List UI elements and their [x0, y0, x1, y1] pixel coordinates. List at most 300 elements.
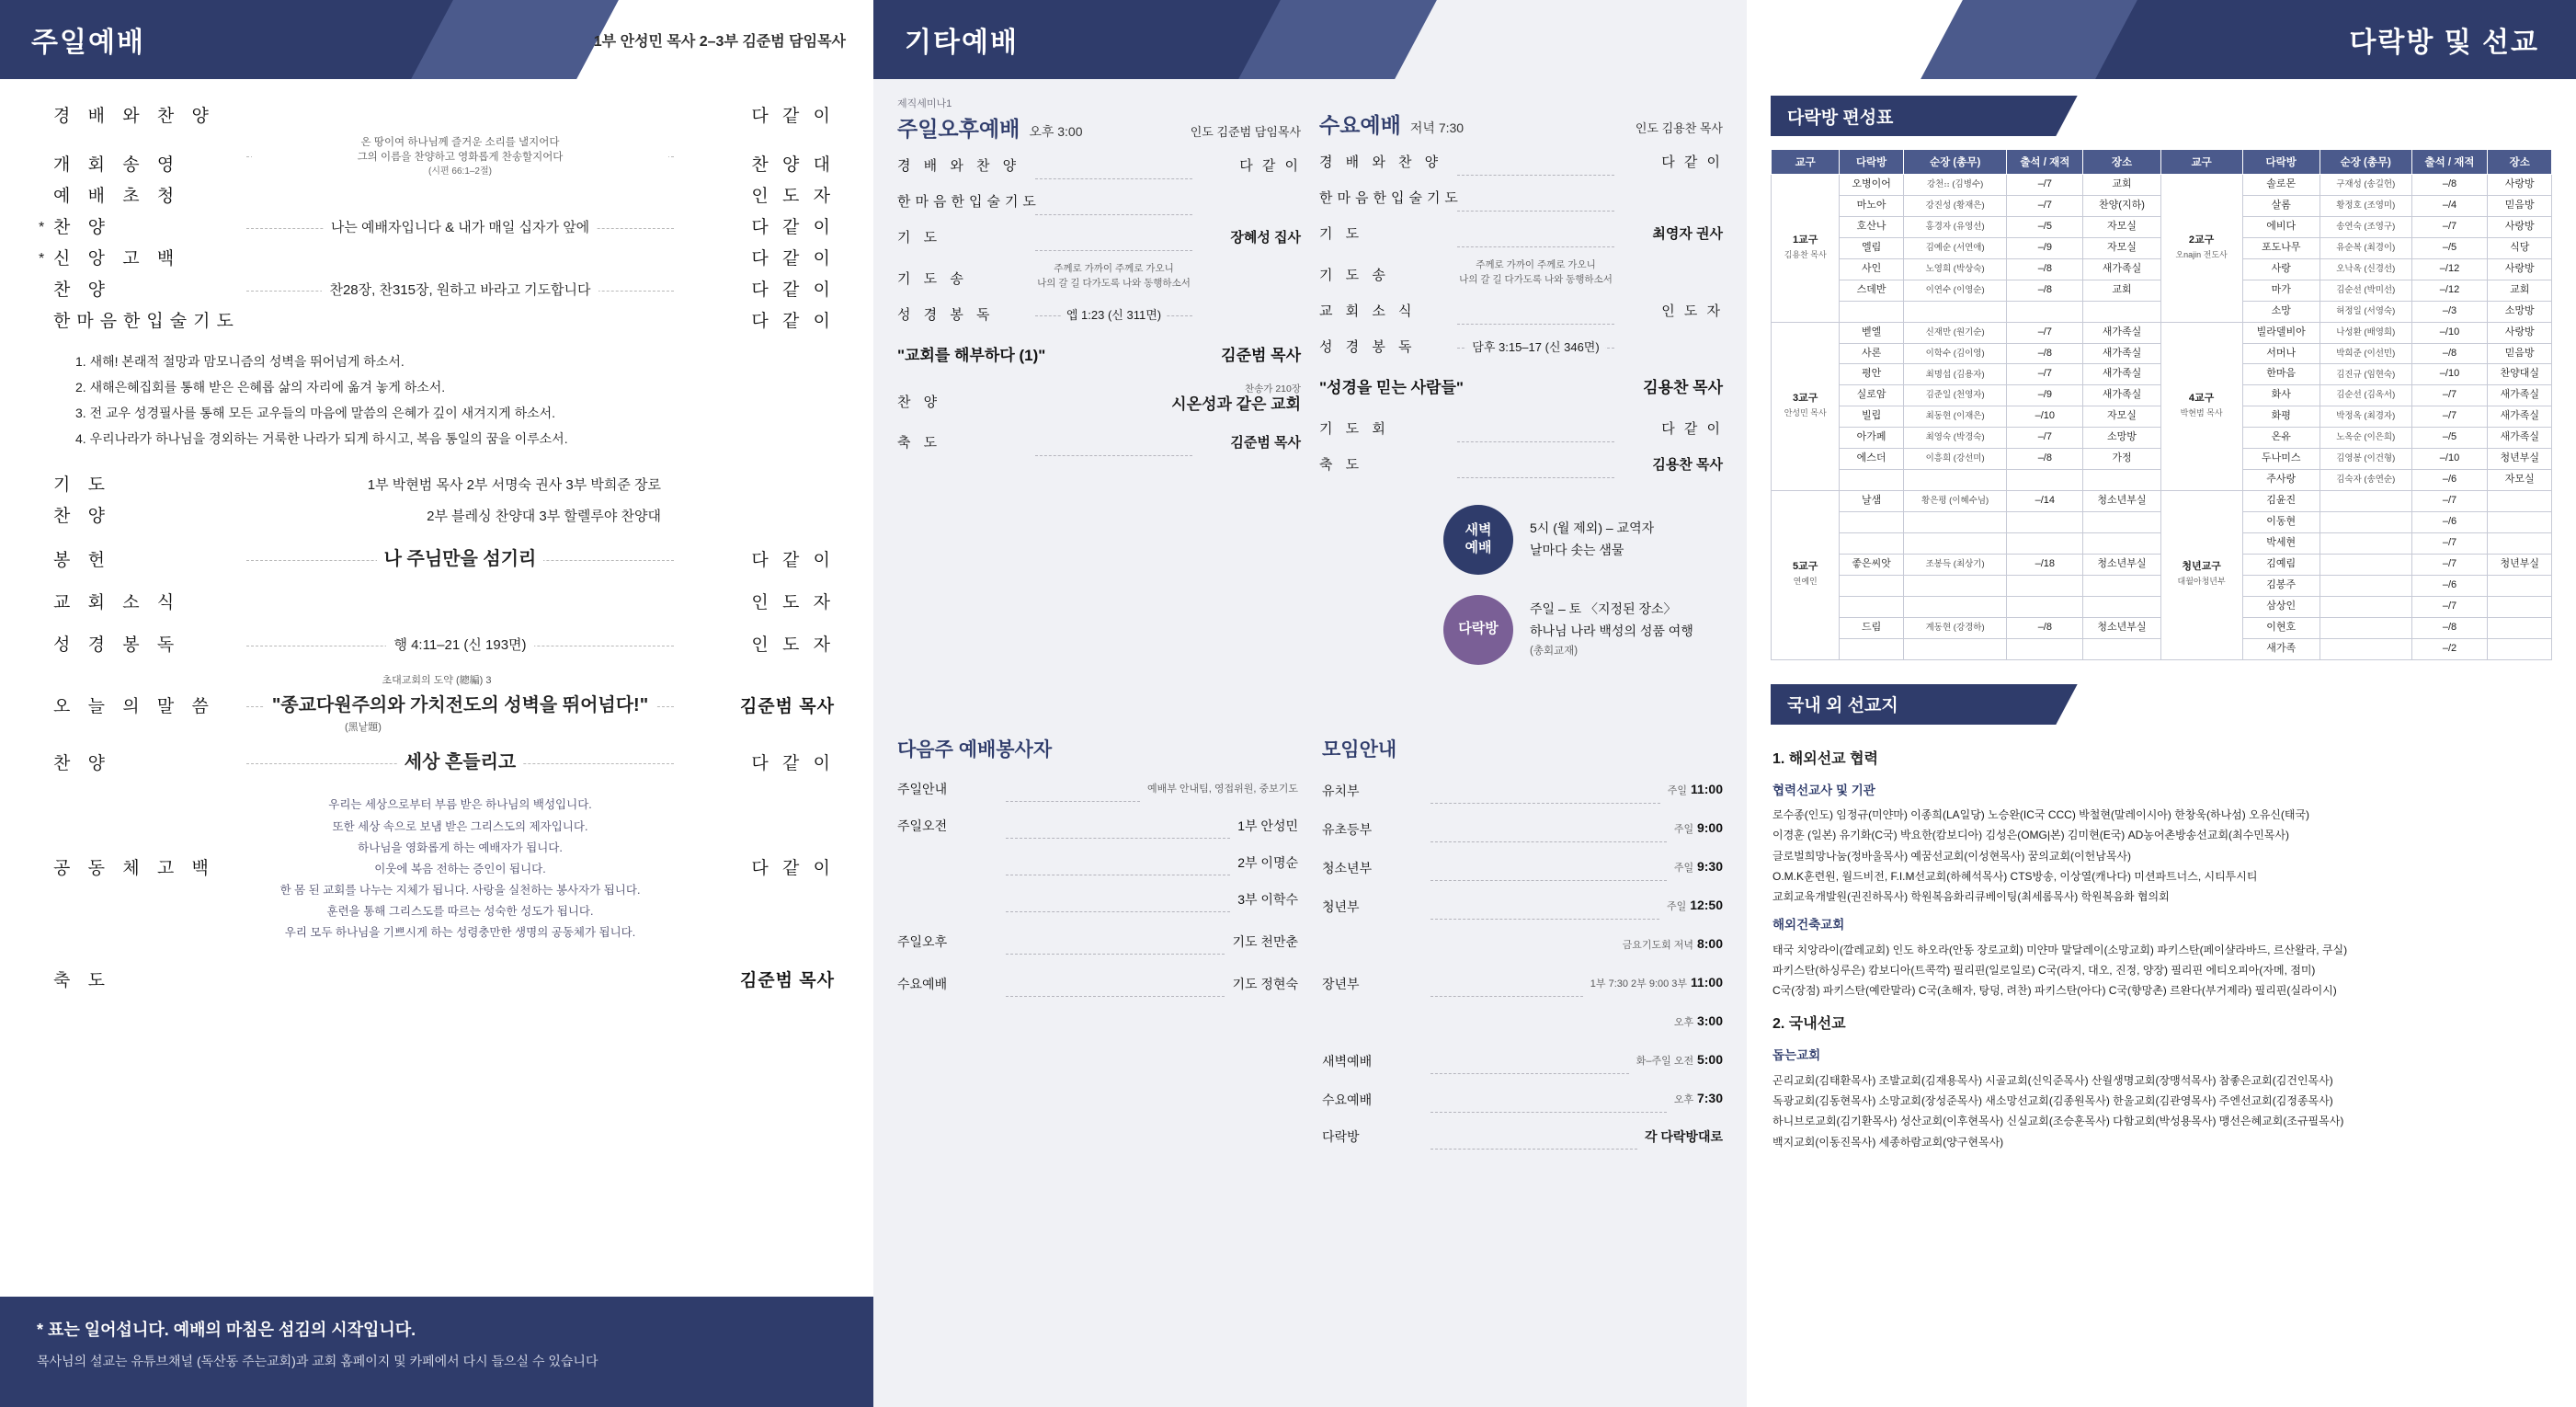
- meeting-label: 장년부: [1322, 976, 1360, 991]
- place-cell-left: [2083, 512, 2160, 533]
- leader-cell-left: [1903, 512, 2007, 533]
- room-cell-left: 평안: [1840, 364, 1903, 385]
- meeting-time: [1629, 1047, 1723, 1073]
- servant-value: 2부 이명순: [1237, 854, 1298, 870]
- leader-cell-right: 구재성 (송길헌): [2320, 175, 2411, 196]
- order-label: 한마음한입술기도: [53, 311, 240, 331]
- attend-cell-left: [2007, 512, 2083, 533]
- order-who: 다 같 이: [751, 754, 835, 774]
- room-cell-left: 아가페: [1840, 428, 1903, 449]
- servant-label: 주일안내: [897, 781, 948, 796]
- prayer-item: 3. 전 교우 성경필사를 통해 모든 교우들의 마음에 말씀의 은혜가 깊이 새겨지게 하소서.: [75, 405, 556, 420]
- mission-heading-text: 국내 외 선교지: [1787, 696, 1898, 716]
- row-who: 김용찬 목사: [1652, 456, 1723, 473]
- order-label: 신 앙 고 백: [53, 248, 181, 269]
- leader-cell-right: 황정호 (조영미): [2320, 195, 2411, 216]
- col-leader-l: 순장 (총무): [1903, 150, 2007, 175]
- mid-bottom-section: [873, 707, 1747, 1161]
- meeting-row: [1322, 1009, 1723, 1035]
- leader-cell-right: [2320, 554, 2411, 575]
- attend-cell-right: –/8: [2411, 617, 2488, 638]
- service-row: [1319, 453, 1723, 477]
- service-row: [1319, 418, 1723, 441]
- place-cell-right: 사랑방: [2488, 322, 2552, 343]
- order-who: 다 같 이: [751, 217, 835, 237]
- meeting-row: [1322, 932, 1723, 957]
- room-cell-left: [1840, 596, 1903, 617]
- leader-cell-left: 최영숙 (박경숙): [1903, 428, 2007, 449]
- row-detail: [1035, 303, 1192, 327]
- order-label: 기 도: [53, 475, 111, 495]
- mission-num: 1.: [1772, 750, 1785, 767]
- place-cell-right: 믿음방: [2488, 195, 2552, 216]
- right-banner-title: 다락방 및 선교: [2349, 28, 2539, 58]
- row-label: 경 배 와 찬 양: [897, 158, 1021, 174]
- room-cell-right: 포도나무: [2242, 237, 2320, 258]
- sermon-series: 초대교회의 도약 (總編) 3: [382, 674, 492, 686]
- upper-line-3: (총회교재): [1530, 645, 1579, 657]
- place-cell-left: 새가족실: [2083, 385, 2160, 406]
- place-cell-left: 가정: [2083, 449, 2160, 470]
- service-row: [897, 154, 1301, 178]
- row-label: 성 경 봉 독: [897, 306, 995, 323]
- attend-cell-right: –/7: [2411, 596, 2488, 617]
- leader-cell-right: [2320, 617, 2411, 638]
- room-cell-left: [1840, 470, 1903, 491]
- place-cell-right: 청년부실: [2488, 449, 2552, 470]
- col-attend-r: 출석 / 재적: [2411, 150, 2488, 175]
- confession-line: 우리는 세상으로부터 부름 받은 하나님의 백성입니다.: [328, 798, 592, 812]
- dawn-service-info: [1530, 518, 1654, 562]
- attend-cell-left: [2007, 638, 2083, 659]
- attend-cell-left: –/18: [2007, 554, 2083, 575]
- place-cell-right: 교회: [2488, 280, 2552, 301]
- room-cell-left: 오병이어: [1840, 175, 1903, 196]
- leader-cell-right: [2320, 512, 2411, 533]
- room-cell-right: 화평: [2242, 406, 2320, 428]
- mission-section-2: [1772, 1012, 2550, 1037]
- confession-line: 훈련을 통해 그리스도를 따르는 성숙한 성도가 됩니다.: [326, 905, 594, 919]
- footer-line-2: 목사님의 설교는 유튜브채널 (독산동 주는교회)과 교회 홈페이지 및 카페에서 다시 들으실 수 있습니다: [37, 1354, 598, 1368]
- service-title: 수요예배: [1319, 113, 1401, 137]
- order-detail: [246, 632, 674, 659]
- left-banner-subtitle: 1부 안성민 목사 2–3부 김준범 담임목사: [593, 33, 846, 50]
- servants-heading: 다음주 예배봉사자: [897, 738, 1053, 761]
- order-row: [39, 103, 835, 131]
- dawn-line-2: 날마다 솟는 샘물: [1530, 542, 1624, 557]
- room-cell-right: 한마음: [2242, 364, 2320, 385]
- service-row: [897, 431, 1301, 455]
- left-footer-note: [0, 1297, 873, 1407]
- order-label: 공 동 체 고 백: [53, 859, 215, 879]
- order-row: [39, 749, 835, 778]
- hymn-title: 시온성과 같은 교회: [1171, 395, 1301, 414]
- leader-cell-left: 최명섭 (김용자): [1903, 364, 2007, 385]
- attend-cell-left: –/8: [2007, 449, 2083, 470]
- room-cell-left: 스데반: [1840, 280, 1903, 301]
- sermon-title: "성경을 믿는 사람들": [1319, 378, 1464, 396]
- attend-cell-left: –/7: [2007, 428, 2083, 449]
- place-cell-left: 교회: [2083, 175, 2160, 196]
- district-cell-left: 1교구 김용찬 목사: [1772, 175, 1840, 323]
- prayer-item: 2. 새해은혜집회를 통해 받은 은혜롭 삶의 자리에 옮겨 놓게 하소서.: [75, 379, 446, 395]
- service-row: [1319, 300, 1723, 324]
- place-cell-right: 새가족실: [2488, 406, 2552, 428]
- upper-room-table-body: [1772, 175, 2552, 660]
- leader-cell-right: [2320, 596, 2411, 617]
- leader-cell-right: 송연숙 (조영구): [2320, 216, 2411, 237]
- order-who: 찬 양 대: [751, 154, 835, 175]
- room-cell-right: 두나미스: [2242, 449, 2320, 470]
- meeting-label: 청소년부: [1322, 860, 1373, 875]
- right-banner: [1747, 0, 2576, 79]
- place-cell-right: [2488, 532, 2552, 554]
- meeting-label: 유초등부: [1322, 821, 1373, 837]
- leader-cell-left: 김준일 (천영자): [1903, 385, 2007, 406]
- meeting-clock: 7:30: [1696, 1090, 1723, 1105]
- sermon-row: [1319, 374, 1723, 397]
- leader-cell-right: 유순복 (최경이): [2320, 237, 2411, 258]
- mission-title: 해외선교 협력: [1788, 750, 1878, 767]
- room-cell-left: [1840, 575, 1903, 596]
- district-cell-right: 청년교구 대월아청년부: [2160, 491, 2242, 660]
- place-cell-right: 자모실: [2488, 470, 2552, 491]
- room-cell-right: 박세현: [2242, 532, 2320, 554]
- table-row: [1772, 491, 2552, 512]
- preacher-name: 김용찬 목사: [1643, 378, 1723, 396]
- leader-cell-left: 황은평 (이혜수님): [1903, 491, 2007, 512]
- district-cell-right: 4교구 박현범 목사: [2160, 322, 2242, 491]
- prayer-item: 1. 새해! 본래적 절망과 맘모니즘의 성벽을 뛰어넘게 하소서.: [75, 353, 405, 369]
- leader-cell-right: 허정일 (서영숙): [2320, 301, 2411, 322]
- row-label: 기 도 송: [897, 270, 968, 287]
- meeting-label: 수요예배: [1322, 1092, 1373, 1107]
- row-who: 인 도 자: [1661, 303, 1723, 319]
- service-row: [1319, 223, 1723, 246]
- leader-cell-left: [1903, 596, 2007, 617]
- order-detail-text: 세상 흔들리고: [397, 752, 523, 772]
- preacher-name: 김준범 목사: [739, 697, 835, 717]
- right-column: [1747, 0, 2576, 1407]
- mission-num: 2.: [1772, 1016, 1785, 1033]
- room-cell-left: 에스더: [1840, 449, 1903, 470]
- meeting-time: [1667, 1086, 1723, 1112]
- room-cell-left: [1840, 301, 1903, 322]
- attend-cell-right: –/7: [2411, 532, 2488, 554]
- mission-line: 이경훈 (일본) 유기화(C국) 박요한(캄보디아) 김성은(OMG|본) 김미현(E국) AD농어촌방송선교회(최수민목사): [1772, 829, 2289, 842]
- place-cell-left: [2083, 638, 2160, 659]
- meeting-row: [1322, 970, 1723, 996]
- leader-cell-left: [1903, 301, 2007, 322]
- row-label: 축 도: [1319, 456, 1364, 473]
- place-cell-left: 새가족실: [2083, 258, 2160, 280]
- place-cell-left: [2083, 532, 2160, 554]
- sermon-row: [897, 342, 1301, 365]
- order-detail: [246, 277, 674, 304]
- room-cell-left: 엘림: [1840, 237, 1903, 258]
- meeting-pre: 주일: [1673, 862, 1694, 874]
- left-banner-title: 주일예배: [31, 28, 145, 58]
- servant-row: [897, 887, 1298, 911]
- attend-cell-right: –/10: [2411, 449, 2488, 470]
- leader-cell-left: 신재만 (원기순): [1903, 322, 2007, 343]
- attend-cell-right: –/6: [2411, 470, 2488, 491]
- dawn-service-badge-row: [1443, 505, 1747, 575]
- mission-line: 하니브로교회(김기환목사) 성산교회(이후현목사) 신실교회(조승훈목사) 다함교회(박성용목사) 맹선은혜교회(조규필목사): [1772, 1115, 2344, 1128]
- row-label: 기 도 회: [1319, 420, 1390, 437]
- attend-cell-left: –/9: [2007, 237, 2083, 258]
- district-cell-left: 5교구 연예인: [1772, 491, 1840, 660]
- row-who: 최영자 권사: [1652, 226, 1723, 242]
- order-detail-text: 나 주님만을 섬기리: [377, 549, 544, 569]
- meeting-label: 새벽예배: [1322, 1053, 1373, 1069]
- place-cell-left: [2083, 596, 2160, 617]
- room-cell-right: 주사랑: [2242, 470, 2320, 491]
- room-cell-left: 벧엘: [1840, 322, 1903, 343]
- row-label: 찬 양: [897, 395, 942, 411]
- meeting-clock: 11:00: [1690, 974, 1723, 989]
- attend-cell-left: –/8: [2007, 258, 2083, 280]
- mission-line: O.M.K훈련원, 월드비전, F.I.M선교회(하혜석목사) CTS방송, 이상열(캐나다) 미션파트너스, 시티투시티: [1772, 869, 2258, 883]
- mission-line: 백지교회(이동진목사) 세종하람교회(양구현목사): [1772, 1135, 2004, 1149]
- leader-cell-right: 김순선 (김옥서): [2320, 385, 2411, 406]
- service-leader: 인도 김용찬 목사: [1635, 121, 1723, 135]
- order-who: 다 같 이: [751, 107, 835, 126]
- meeting-time: [1659, 893, 1723, 919]
- order-who: 인 도 자: [751, 592, 835, 612]
- meeting-row: [1322, 1086, 1723, 1112]
- mission-line: C국(장점) 파키스탄(예란말라) C국(초해자, 탕덩, 려찬) 파키스탄(아다) C국(향망촌) 르완다(부거제라) 필리핀(실라이시): [1772, 984, 2337, 998]
- place-cell-left: 찬양(지하): [2083, 195, 2160, 216]
- place-cell-left: 청소년부실: [2083, 491, 2160, 512]
- room-cell-left: 드림: [1840, 617, 1903, 638]
- room-cell-right: 살롬: [2242, 195, 2320, 216]
- meeting-pre: 주일: [1667, 784, 1688, 796]
- attend-cell-left: –/8: [2007, 343, 2083, 364]
- row-label: 기 도 송: [1319, 267, 1390, 283]
- place-cell-right: [2488, 596, 2552, 617]
- servant-value: 1부 안성민: [1237, 818, 1298, 833]
- meeting-row: [1322, 1047, 1723, 1073]
- upper-room-table-wrap: [1747, 136, 2576, 660]
- mission-line: 교회교육개발원(권진하목사) 학원복음화리큐베이팅(최세롬목사) 학원복음화 협의회: [1772, 889, 2170, 903]
- order-detail: 온 땅이여 하나님께 즐거운 소리를 낼지어다 그의 이름을 찬양하고 영화롭게 찬송할지어다 (시편 66:1–2절): [246, 134, 674, 179]
- leader-cell-right: 김순선 (박미선): [2320, 280, 2411, 301]
- room-cell-left: [1840, 638, 1903, 659]
- place-cell-left: 자모실: [2083, 216, 2160, 237]
- attend-cell-right: –/8: [2411, 175, 2488, 196]
- confession-line: 우리 모두 하나님을 기쁘시게 하는 성령충만한 생명의 공동체가 됩니다.: [284, 926, 636, 940]
- meeting-row: [1322, 854, 1723, 880]
- meeting-clock: 9:30: [1696, 858, 1723, 874]
- sermon-title-wrap: [246, 692, 674, 721]
- leader-cell-left: 이흥희 (강선미): [1903, 449, 2007, 470]
- mission-line: 파키스탄(하싱루은) 캄보디아(트콕깍) 필리핀(일로일로) C국(라지, 대오, 진정, 양장) 필리핀 에티오피아(자메, 점미): [1772, 963, 2316, 977]
- room-cell-right: 김윤진: [2242, 491, 2320, 512]
- room-cell-right: 에비다: [2242, 216, 2320, 237]
- attend-cell-right: –/2: [2411, 638, 2488, 659]
- order-label: 찬 양: [53, 217, 111, 237]
- place-cell-left: [2083, 301, 2160, 322]
- leader-cell-left: 이연수 (이영순): [1903, 280, 2007, 301]
- meeting-clock: 9:00: [1696, 819, 1723, 835]
- leader-cell-left: 김예순 (서연애): [1903, 237, 2007, 258]
- order-row: [39, 134, 835, 179]
- attend-cell-left: –/7: [2007, 322, 2083, 343]
- confession-line: 하나님을 영화롭게 하는 예배자가 됩니다.: [358, 841, 563, 854]
- leader-cell-left: 계동현 (강경하): [1903, 617, 2007, 638]
- meeting-time: [1667, 816, 1723, 841]
- servant-row: [897, 851, 1298, 875]
- meeting-row: [1322, 893, 1723, 919]
- district-cell-right: 2교구 오najin 전도사: [2160, 175, 2242, 323]
- col-attend-l: 출석 / 재적: [2007, 150, 2083, 175]
- order-row: [39, 545, 835, 575]
- mission-lines: [1772, 1070, 2550, 1152]
- attend-cell-right: –/12: [2411, 280, 2488, 301]
- room-cell-right: 이동현: [2242, 512, 2320, 533]
- row-label: 기 도: [1319, 226, 1364, 242]
- scripture-reference: 담후 3:15–17 (신 346면): [1466, 340, 1604, 354]
- meeting-row: [1322, 777, 1723, 803]
- room-cell-right: 새가족: [2242, 638, 2320, 659]
- order-of-worship: [0, 79, 873, 995]
- order-detail: [246, 545, 674, 575]
- order-assign-text: 2부 블레싱 찬양대 3부 할렐루야 찬양대: [419, 509, 668, 524]
- row-detail: 주께로 가까이 주께로 가오니 나의 갈 길 다가도록 나와 동행하소서: [1459, 259, 1613, 285]
- service-time: 오후 3:00: [1029, 124, 1083, 139]
- attend-cell-right: –/7: [2411, 385, 2488, 406]
- place-cell-left: 소망방: [2083, 428, 2160, 449]
- service-title-row: [897, 112, 1301, 143]
- next-week-servants: [897, 735, 1298, 1161]
- leader-cell-left: 조봉득 (최상기): [1903, 554, 2007, 575]
- other-services: [873, 79, 1747, 477]
- leader-cell-right: 나성환 (배영희): [2320, 322, 2411, 343]
- mission-sub-title: 돕는교회: [1772, 1048, 1821, 1063]
- place-cell-right: 사랑방: [2488, 258, 2552, 280]
- order-who: 다 같 이: [751, 550, 835, 570]
- attend-cell-right: –/12: [2411, 258, 2488, 280]
- scripture-reference: 행 4:11–21 (신 193면): [386, 637, 533, 653]
- room-cell-right: 김예림: [2242, 554, 2320, 575]
- service-row: [897, 190, 1301, 214]
- room-cell-left: [1840, 512, 1903, 533]
- meeting-time: [1667, 854, 1723, 880]
- attend-cell-right: –/3: [2411, 301, 2488, 322]
- order-row: [39, 632, 835, 659]
- mission-lines: [1772, 805, 2550, 907]
- order-assign: [246, 472, 674, 499]
- col-leader-r: 순장 (총무): [2320, 150, 2411, 175]
- attend-cell-left: –/8: [2007, 280, 2083, 301]
- servant-row: [897, 777, 1298, 801]
- upper-room-badge: 다락방: [1443, 595, 1513, 665]
- place-cell-right: 소망방: [2488, 301, 2552, 322]
- place-cell-left: 교회: [2083, 280, 2160, 301]
- meeting-pre: 1부 7:30 2부 9:00 3부: [1590, 978, 1688, 989]
- leader-cell-right: 김숙자 (송연순): [2320, 470, 2411, 491]
- mission-sub-title: 협력선교사 및 기관: [1772, 783, 1875, 797]
- meeting-label: 유치부: [1322, 783, 1360, 798]
- leader-cell-left: [1903, 575, 2007, 596]
- attend-cell-left: –/5: [2007, 216, 2083, 237]
- meeting-clock: 3:00: [1696, 1012, 1723, 1028]
- meeting-clock: 각 다락방대로: [1644, 1128, 1723, 1144]
- attend-cell-left: –/9: [2007, 385, 2083, 406]
- row-who: 다 같 이: [1661, 420, 1723, 437]
- row-who: 김준범 목사: [1230, 435, 1301, 452]
- leader-cell-left: 노영희 (박상숙): [1903, 258, 2007, 280]
- attend-cell-left: –/8: [2007, 617, 2083, 638]
- mission-content: [1747, 725, 2576, 1152]
- leader-cell-left: 최동현 (이재은): [1903, 406, 2007, 428]
- meeting-guide: [1322, 735, 1723, 1161]
- upper-room-table: [1771, 149, 2552, 660]
- room-cell-right: 화사: [2242, 385, 2320, 406]
- attend-cell-left: [2007, 596, 2083, 617]
- attend-cell-left: [2007, 575, 2083, 596]
- scripture-reference: 엡 1:23 (신 311면): [1061, 308, 1167, 322]
- place-cell-left: [2083, 470, 2160, 491]
- servant-row: [897, 972, 1298, 996]
- leader-cell-left: [1903, 638, 2007, 659]
- servant-value: 예배부 안내팀, 영접위원, 중보기도: [1146, 783, 1298, 795]
- order-row: [39, 692, 835, 721]
- order-label: 개 회 송 영: [53, 154, 181, 175]
- room-cell-left: 사인: [1840, 258, 1903, 280]
- hymn-number: 찬송가 210장: [1244, 383, 1301, 395]
- place-cell-right: 사랑방: [2488, 175, 2552, 196]
- place-cell-left: 자모실: [2083, 237, 2160, 258]
- col-place-l: 장소: [2083, 150, 2160, 175]
- service-title-row: [1319, 109, 1723, 139]
- attend-cell-right: –/5: [2411, 428, 2488, 449]
- preacher-name: 김준범 목사: [1221, 346, 1301, 364]
- place-cell-left: 자모실: [2083, 406, 2160, 428]
- attend-cell-right: –/10: [2411, 322, 2488, 343]
- room-cell-right: 서머나: [2242, 343, 2320, 364]
- servant-value: 기도 정현숙: [1232, 976, 1298, 991]
- order-row: [39, 308, 835, 336]
- confession-line: 또한 세상 속으로 보냄 받은 그리스도의 제자입니다.: [332, 819, 588, 833]
- order-who: 다 같 이: [751, 280, 835, 300]
- mission-line: 글로벌희망나눔(정바울목사) 예꿈선교회(이성현목사) 꿈의교회(이헌남목사): [1772, 849, 2131, 863]
- upper-room-info: [1530, 599, 1693, 660]
- left-banner: [0, 0, 873, 79]
- order-label: 봉 헌: [53, 550, 111, 570]
- room-cell-left: [1840, 532, 1903, 554]
- order-detail: [246, 749, 674, 778]
- row-label: 교 회 소 식: [1319, 303, 1417, 319]
- order-row: [39, 183, 835, 211]
- attend-cell-right: –/7: [2411, 406, 2488, 428]
- mission-section-1: [1772, 747, 2550, 772]
- sermon-subnote: (黑낱題): [345, 722, 382, 734]
- hymn-detail: [1035, 383, 1301, 416]
- order-row: [39, 503, 835, 531]
- meeting-pre: 주일: [1673, 823, 1694, 835]
- room-cell-left: 마노아: [1840, 195, 1903, 216]
- service-row: [897, 303, 1301, 327]
- attend-cell-right: –/7: [2411, 216, 2488, 237]
- left-column: [0, 0, 873, 1407]
- room-cell-left: 빌립: [1840, 406, 1903, 428]
- meeting-time: [1615, 932, 1723, 957]
- district-cell-left: 3교구 안성민 목사: [1772, 322, 1840, 491]
- room-cell-right: 사랑: [2242, 258, 2320, 280]
- order-who: 다 같 이: [751, 859, 835, 879]
